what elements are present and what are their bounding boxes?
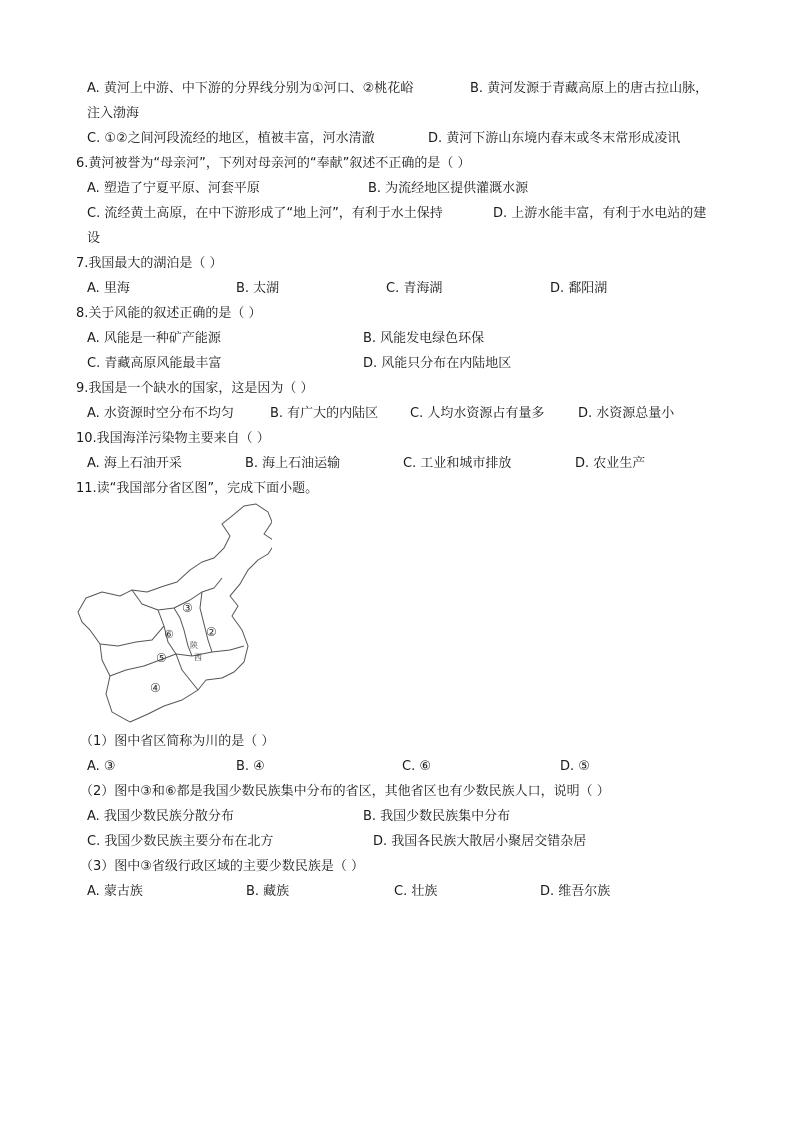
q10-stem: 10.我国海洋污染物主要来自（ ） (76, 431, 270, 446)
q6-option-d: D. 上游水能丰富，有利于水电站的建 (493, 206, 707, 221)
q8-stem: 8.关于风能的叙述正确的是（ ） (76, 306, 262, 321)
q11-stem: 11.读“我国部分省区图”，完成下面小题。 (76, 481, 319, 496)
q8-option-d: D. 风能只分布在内陆地区 (363, 356, 512, 371)
q10-option-c: C. 工业和城市排放 (403, 456, 512, 471)
q11-sub1-option-b: B. ④ (236, 759, 265, 774)
map-label-5: ⑤ (156, 651, 167, 665)
q6-option-d-continued: 设 (87, 231, 101, 246)
q10-option-b: B. 海上石油运输 (245, 456, 341, 471)
q6-option-a: A. 塑造了宁夏平原、河套平原 (87, 181, 260, 196)
q8-option-c: C. 青藏高原风能最丰富 (87, 356, 222, 371)
q11-sub3-stem: （3）图中③省级行政区域的主要少数民族是（ ） (80, 859, 365, 874)
q11-sub1-option-d: D. ⑤ (560, 759, 590, 774)
q11-sub1-option-a: A. ③ (87, 759, 116, 774)
q7-option-d: D. 鄱阳湖 (550, 281, 608, 296)
q6-stem: 6.黄河被誉为“母亲河”，下列对母亲河的“奉献”叙述不正确的是（ ） (76, 156, 471, 171)
q9-option-d: D. 水资源总量小 (578, 406, 675, 421)
q11-sub2-option-c: C. 我国少数民族主要分布在北方 (87, 834, 274, 849)
q7-option-b: B. 太湖 (236, 281, 280, 296)
map-label-xi: 西 (194, 653, 202, 662)
q10-option-d: D. 农业生产 (575, 456, 646, 471)
q11-sub2-option-d: D. 我国各民族大散居小聚居交错杂居 (373, 834, 587, 849)
q11-sub2-option-a: A. 我国少数民族分散分布 (87, 809, 234, 824)
map-boundary-5 (110, 646, 244, 676)
q5-option-d: D. 黄河下游山东境内春末或冬末常形成凌讯 (428, 131, 681, 146)
q5-option-a: A. 黄河上中游、中下游的分界线分别为①河口、②桃花峪 (87, 81, 414, 96)
map-outline (78, 504, 272, 722)
map-boundary-4 (100, 626, 164, 646)
map-label-6: ⑥ (164, 628, 174, 641)
q5-option-c: C. ①②之间河段流经的地区，植被丰富，河水清澈 (87, 131, 375, 146)
map-label-shaan: 陕 (190, 641, 198, 650)
q5-option-b-continued: 注入渤海 (87, 106, 140, 121)
q11-sub3-option-c: C. 壮族 (394, 884, 438, 899)
map-label-3: ③ (182, 601, 193, 615)
q9-option-b: B. 有广大的内陆区 (270, 406, 379, 421)
q7-option-a: A. 里海 (87, 281, 130, 296)
province-map (72, 500, 272, 730)
q5-option-b: B. 黄河发源于青藏高原上的唐古拉山脉， (470, 81, 709, 96)
q11-sub1-stem: （1）图中省区简称为川的是（ ） (80, 734, 275, 749)
q7-option-c: C. 青海湖 (386, 281, 443, 296)
q11-sub2-stem: （2）图中③和⑥都是我国少数民族集中分布的省区，其他省区也有少数民族人口，说明（ ） (80, 784, 610, 799)
q10-option-a: A. 海上石油开采 (87, 456, 182, 471)
q11-sub1-option-c: C. ⑥ (402, 759, 431, 774)
q11-sub3-option-b: B. 藏族 (246, 884, 290, 899)
q11-sub3-option-a: A. 蒙古族 (87, 884, 143, 899)
map-boundary-3 (200, 592, 212, 652)
q9-stem: 9.我国是一个缺水的国家，这是因为（ ） (76, 381, 314, 396)
map-label-2: ② (206, 625, 217, 639)
q8-option-a: A. 风能是一种矿产能源 (87, 331, 221, 346)
q11-sub2-option-b: B. 我国少数民族集中分布 (363, 809, 511, 824)
q6-option-b: B. 为流经地区提供灌溉水源 (368, 181, 529, 196)
q6-option-c: C. 流经黄土高原，在中下游形成了“地上河”，有利于水土保持 (87, 206, 443, 221)
q9-option-c: C. 人均水资源占有量多 (410, 406, 545, 421)
q11-sub3-option-d: D. 维吾尔族 (540, 884, 611, 899)
map-label-4: ④ (150, 681, 161, 695)
q8-option-b: B. 风能发电绿色环保 (363, 331, 485, 346)
map-boundary-1 (132, 578, 222, 610)
q7-stem: 7.我国最大的湖泊是（ ） (76, 256, 223, 271)
q9-option-a: A. 水资源时空分布不均匀 (87, 406, 234, 421)
